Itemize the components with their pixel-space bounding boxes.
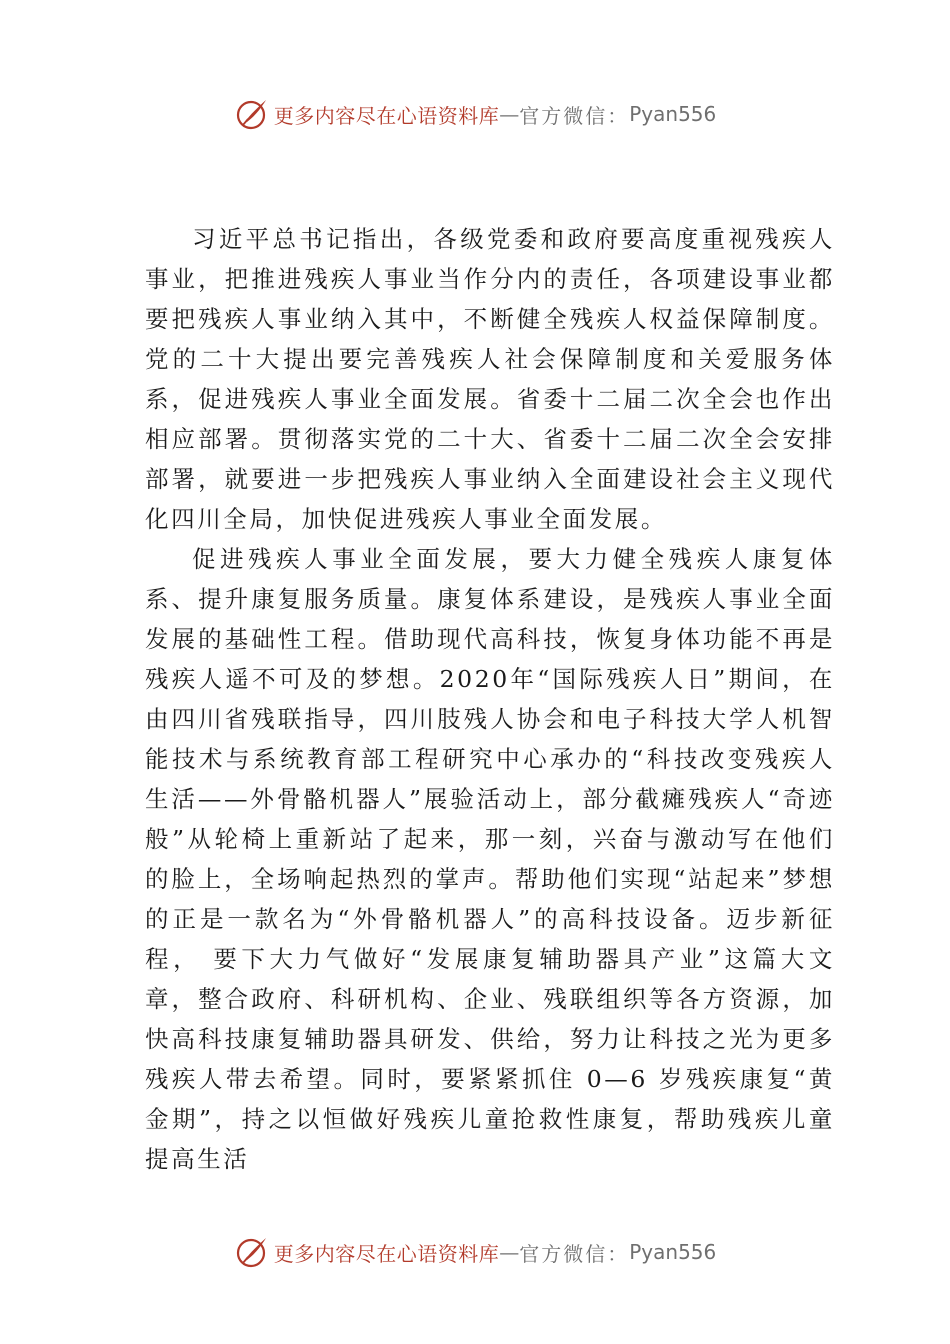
footer-brand-text: 更多内容尽在心语资料库 [273, 1241, 500, 1266]
header-brand-text: 更多内容尽在心语资料库 [273, 103, 500, 128]
header-watermark [0, 94, 950, 134]
header-separator: — [499, 102, 520, 126]
footer-wechat-id: Pyan556 [629, 1240, 717, 1264]
header-wechat-label: 官方微信： [519, 103, 630, 128]
article-body [145, 219, 835, 1179]
quill-logo-icon [234, 1234, 270, 1270]
footer-wechat-label: 官方微信： [519, 1241, 630, 1266]
header-wechat-id: Pyan556 [629, 102, 717, 126]
footer-separator: — [499, 1240, 520, 1264]
footer-watermark [0, 1232, 950, 1272]
paragraph: 习近平总书记指出，各级党委和政府要高度重视残疾人事业，把推进残疾人事业当作分内的责任，各项建设事业都要把残疾人事业纳入其中，不断健全残疾人权益保障制度。 党的二十大提出要完善残疾人社会保障制度和关爱服务体系，促进残疾人事业全面发展。省委十二届二次全会也作出相应部署。贯彻落实党的二十大、省委十二届二次全会安排部署，就要进一步把残疾人事业纳入全面建设社会主义现代化四川全局，加快促进残疾人事业全面发展。 [145, 225, 835, 533]
paragraph: 促进残疾人事业全面发展，要大力健全残疾人康复体系、提升康复服务质量。康复体系建设，是残疾人事业全面发展的基础性工程。借助现代高科技，恢复身体功能不再是残疾人遥不可及的梦想。2020年“国际残疾人日”期间，在由四川省残联指导，四川肢残人协会和电子科技大学人机智能技术与系统教育部工程研究中心承办的“科技改变残疾人生活——外骨骼机器人”展验活动上，部分截瘫残疾人“奇迹般”从轮椅上重新站了起来，那一刻，兴奋与激动写在他们的脸上，全场响起热烈的掌声。帮助他们实现“站起来”梦想的正是一款名为“外骨骼机器人”的高科技设备。迈步新征程， 要下大力气做好“发展康复辅助器具产业”这篇大文章，整合政府、科研机构、企业、残联组织等各方资源，加快高科技康复辅助器具研发、供给，努力让科技之光为更多残疾人带去希望。同时，要紧紧抓住 0—6 岁残疾康复“黄金期”，持之以恒做好残疾儿童抢救性康复，帮助残疾儿童提高生活 [145, 545, 835, 1173]
quill-logo-icon [234, 96, 270, 132]
